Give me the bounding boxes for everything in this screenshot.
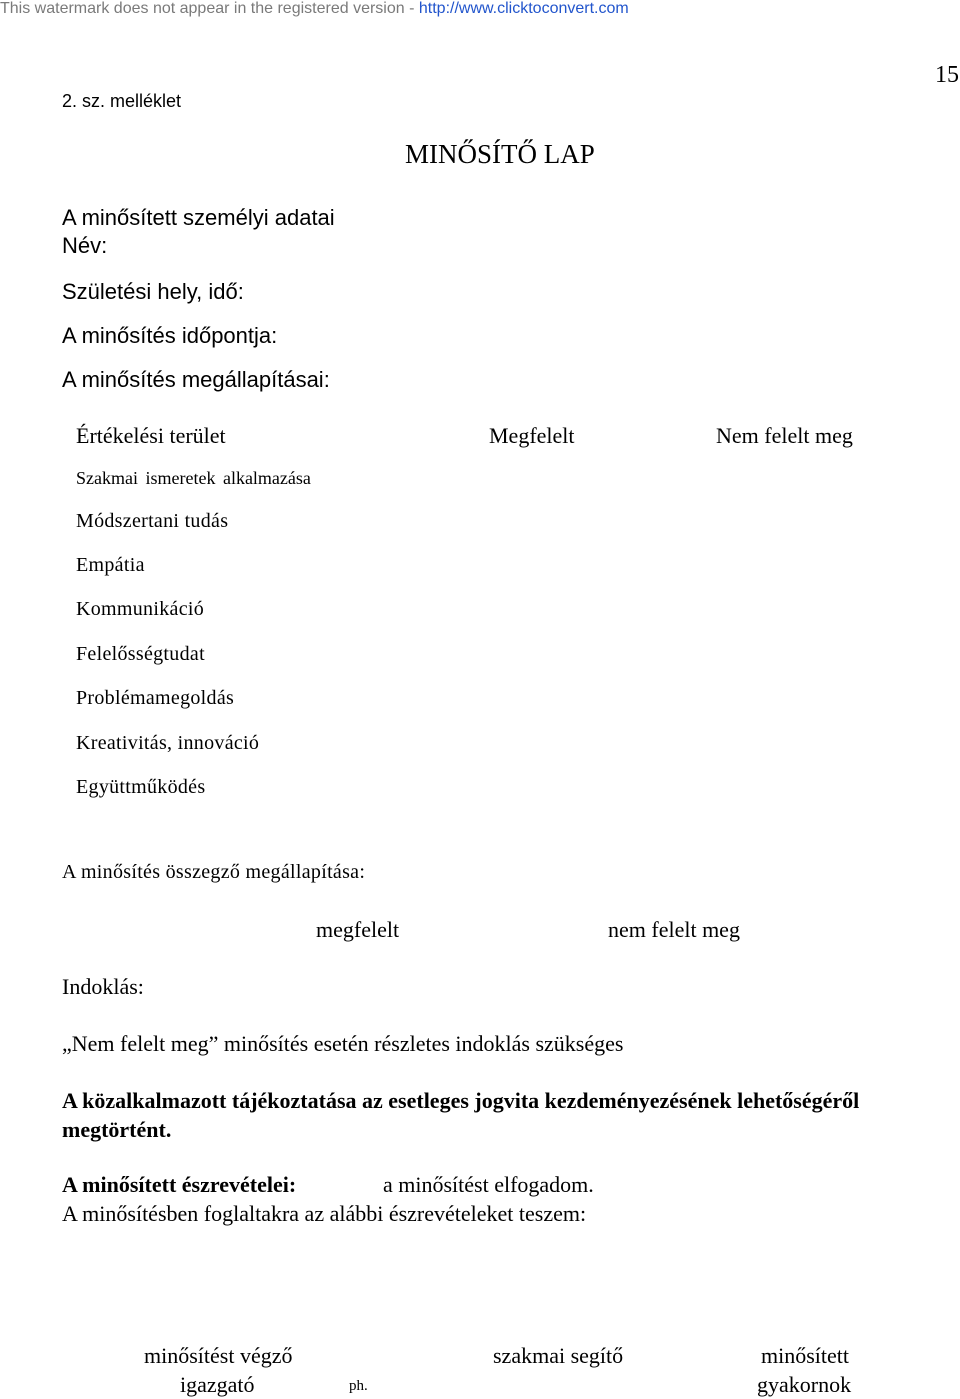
header-area: Értékelési terület	[76, 423, 226, 448]
findings-label: A minősítés megállapításai:	[62, 367, 330, 392]
signature-mentor: szakmai segítő	[493, 1343, 624, 1368]
notice-line-1: A közalkalmazott tájékoztatása az esetleges jogvita kezdeményezésének lehetőségéről	[62, 1088, 860, 1113]
criterion-problem-solving: Problémamegoldás	[76, 687, 235, 709]
date-label: A minősítés időpontja:	[62, 323, 278, 348]
header-fail: Nem felelt meg	[716, 423, 853, 448]
summary-option-pass: megfelelt	[316, 917, 400, 942]
annex-label: 2. sz. melléklet	[62, 91, 182, 111]
reason-label: Indoklás:	[62, 974, 144, 999]
watermark-banner	[0, 0, 629, 18]
watermark-text: This watermark does not appear in the registered version -	[0, 0, 419, 17]
header-pass: Megfelelt	[489, 423, 575, 448]
summary-option-fail: nem felelt meg	[608, 917, 740, 942]
criterion-methodology: Módszertani tudás	[76, 510, 229, 532]
reason-note: „Nem felelt meg” minősítés esetén részletes indoklás szükséges	[62, 1031, 624, 1056]
page-number: 15	[935, 62, 959, 88]
summary-heading: A minősítés összegző megállapítása:	[62, 861, 366, 883]
remarks-other: A minősítésben foglaltakra az alábbi észrevételeket teszem:	[62, 1201, 587, 1226]
criterion-empathy: Empátia	[76, 554, 145, 576]
criterion-communication: Kommunikáció	[76, 598, 205, 620]
page-title: MINŐSÍTŐ LAP	[405, 139, 595, 169]
criterion-creativity: Kreativitás, innováció	[76, 732, 260, 754]
personal-heading: A minősített személyi adatai	[62, 205, 335, 230]
signature-evaluated-title: gyakornok	[757, 1372, 852, 1397]
criterion-responsibility: Felelősségtudat	[76, 643, 205, 665]
remarks-accept: a minősítést elfogadom.	[383, 1172, 594, 1197]
name-label: Név:	[62, 233, 108, 258]
notice-line-2: megtörtént.	[62, 1117, 172, 1142]
birth-label: Születési hely, idő:	[62, 279, 244, 304]
criterion-cooperation: Együttműködés	[76, 776, 206, 798]
remarks-label: A minősített észrevételei:	[62, 1172, 297, 1197]
criterion-professional: Szakmai ismeretek alkalmazása	[76, 468, 311, 488]
seal-label: ph.	[349, 1378, 368, 1394]
watermark-link[interactable]: http://www.clicktoconvert.com	[418, 0, 629, 17]
signature-evaluator-role: minősítést végző	[144, 1343, 293, 1368]
signature-evaluated-role: minősített	[761, 1343, 849, 1368]
signature-evaluator-title: igazgató	[180, 1372, 255, 1397]
